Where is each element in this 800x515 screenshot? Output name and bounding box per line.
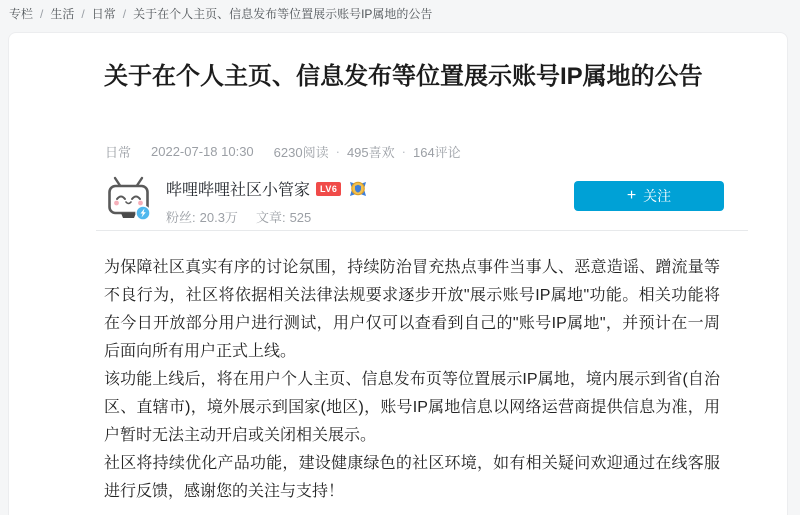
followers-stat xyxy=(166,207,238,226)
follow-button[interactable] xyxy=(574,181,724,211)
view-count: 6230阅读 xyxy=(273,145,329,160)
breadcrumb-item-current-article: 关于在个人主页、信息发布等位置展示账号IP属地的公告 xyxy=(133,7,433,21)
breadcrumb-separator: / xyxy=(40,6,44,21)
publish-date: 2022-07-18 10:30 xyxy=(151,144,254,159)
dot-separator: · xyxy=(335,144,340,159)
breadcrumb-separator: / xyxy=(81,6,85,21)
breadcrumb-separator: / xyxy=(122,6,127,21)
author-info xyxy=(166,177,369,226)
bilibili-tv-mascot-icon xyxy=(104,173,153,222)
dot-separator: · xyxy=(401,144,406,159)
category-label[interactable]: 日常 xyxy=(105,145,132,160)
followers-label: 粉丝: xyxy=(166,210,196,225)
avatar[interactable] xyxy=(104,173,153,222)
section-divider xyxy=(96,230,748,231)
breadcrumb-item-daily[interactable]: 日常 xyxy=(91,7,116,21)
article-card xyxy=(8,32,788,515)
articles-value: 525 xyxy=(289,210,312,225)
level-badge: LV6 xyxy=(316,182,341,196)
article-meta xyxy=(105,142,461,161)
breadcrumb-item-column[interactable]: 专栏 xyxy=(9,7,34,21)
articles-stat xyxy=(256,207,311,226)
page-title: 关于在个人主页、信息发布等位置展示账号IP属地的公告 xyxy=(104,63,703,90)
author-name[interactable]: 哔哩哔哩社区小管家 xyxy=(166,182,311,199)
breadcrumb xyxy=(9,5,432,22)
paragraph-3: 社区将持续优化产品功能，建设健康绿色的社区环境，如有相关疑问欢迎通过在线客服进行反馈，感谢您的关注与支持！ xyxy=(104,455,720,500)
like-count: 495喜欢 xyxy=(346,145,395,160)
follow-button-label: 关注 xyxy=(643,188,672,204)
comment-count: 164评论 xyxy=(412,145,461,160)
paragraph-1: 为保障社区真实有序的讨论氛围，持续防治冒充热点事件当事人、恶意造谣、蹭流量等不良行为，社区将依据相关法律法规要求逐步开放"展示账号IP属地"功能。相关功能将在今日开放部分用户进行测试，用户仅可以查看到自己的"账号IP属地"，并预计在一周后面向所有用户正式上线。 xyxy=(104,259,720,360)
breadcrumb-item-life[interactable]: 生活 xyxy=(50,7,75,21)
followers-value: 20.3万 xyxy=(199,210,238,225)
author-stats xyxy=(166,207,369,226)
plus-icon: + xyxy=(626,187,637,204)
article-body xyxy=(104,254,720,506)
paragraph-2: 该功能上线后，将在用户个人主页、信息发布页等位置展示IP属地，境内展示到省(自治区、直辖市)，境外展示到国家(地区)，账号IP属地信息以网络运营商提供信息为准，用户暂时无法主动开启或关闭相关展示。 xyxy=(104,371,720,444)
articles-label: 文章: xyxy=(255,210,286,225)
medal-badge-icon xyxy=(347,179,369,199)
